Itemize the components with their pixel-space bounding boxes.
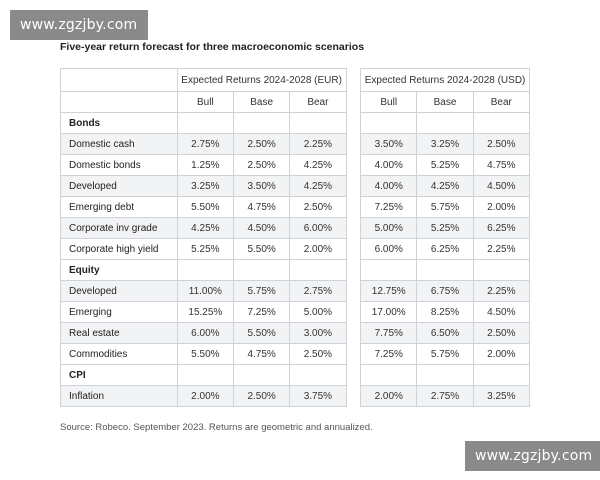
group-header-row [61,69,530,92]
row-label: Domestic bonds [61,155,178,176]
value-cell: 6.25% [473,218,529,239]
column-gap [346,92,361,113]
value-cell: 4.50% [473,302,529,323]
sub-header-eur-bear: Bear [290,92,346,113]
table-row [61,281,530,302]
row-label: Developed [61,176,178,197]
value-cell: 6.75% [417,281,473,302]
value-cell: 2.50% [473,134,529,155]
header-corner-cell [61,92,178,113]
column-gap [346,386,361,407]
column-gap [346,69,361,92]
section-label: Equity [61,260,178,281]
value-cell: 5.25% [177,239,233,260]
column-gap [346,260,361,281]
empty-cell [290,365,346,386]
value-cell: 2.50% [233,134,289,155]
sub-header-eur-base: Base [233,92,289,113]
empty-cell [417,113,473,134]
value-cell: 3.25% [417,134,473,155]
value-cell: 4.75% [233,197,289,218]
empty-cell [177,260,233,281]
column-gap [346,134,361,155]
column-gap [346,155,361,176]
sub-header-usd-bear: Bear [473,92,529,113]
value-cell: 2.50% [473,323,529,344]
empty-cell [177,113,233,134]
sub-header-usd-base: Base [417,92,473,113]
column-gap [346,281,361,302]
value-cell: 7.25% [361,344,417,365]
sub-header-eur-bull: Bull [177,92,233,113]
value-cell: 5.75% [417,344,473,365]
row-label: Commodities [61,344,178,365]
column-gap [346,365,361,386]
value-cell: 4.00% [361,176,417,197]
value-cell: 2.00% [473,344,529,365]
value-cell: 5.25% [417,155,473,176]
table-row [61,323,530,344]
empty-cell [417,365,473,386]
value-cell: 3.25% [473,386,529,407]
value-cell: 3.25% [177,176,233,197]
value-cell: 3.75% [290,386,346,407]
value-cell: 2.75% [177,134,233,155]
column-gap [346,113,361,134]
watermark-bottom: www.zgzjby.com [465,441,600,471]
column-gap [346,239,361,260]
value-cell: 6.25% [417,239,473,260]
forecast-table-container [60,68,530,407]
value-cell: 6.00% [361,239,417,260]
value-cell: 4.25% [290,155,346,176]
section-row [61,260,530,281]
value-cell: 2.25% [473,281,529,302]
table-row [61,155,530,176]
table-row [61,176,530,197]
page-title: Five-year return forecast for three macroeconomic scenarios [60,41,365,53]
empty-cell [473,260,529,281]
empty-cell [361,113,417,134]
value-cell: 4.75% [473,155,529,176]
row-label: Corporate high yield [61,239,178,260]
value-cell: 2.00% [290,239,346,260]
value-cell: 4.25% [177,218,233,239]
usd-group-header: Expected Returns 2024-2028 (USD) [361,69,530,92]
value-cell: 4.00% [361,155,417,176]
value-cell: 3.50% [361,134,417,155]
table-row [61,218,530,239]
table-row [61,197,530,218]
value-cell: 4.50% [473,176,529,197]
column-gap [346,344,361,365]
section-row [61,365,530,386]
value-cell: 2.00% [473,197,529,218]
value-cell: 4.25% [290,176,346,197]
section-label: Bonds [61,113,178,134]
forecast-table [60,68,530,407]
value-cell: 2.00% [177,386,233,407]
column-gap [346,302,361,323]
column-gap [346,323,361,344]
value-cell: 15.25% [177,302,233,323]
row-label: Real estate [61,323,178,344]
column-gap [346,218,361,239]
value-cell: 5.25% [417,218,473,239]
empty-cell [417,260,473,281]
value-cell: 5.50% [233,323,289,344]
empty-cell [290,260,346,281]
row-label: Emerging debt [61,197,178,218]
sub-header-row [61,92,530,113]
header-corner-cell [61,69,178,92]
value-cell: 2.75% [417,386,473,407]
value-cell: 8.25% [417,302,473,323]
table-row [61,239,530,260]
value-cell: 5.50% [177,197,233,218]
column-gap [346,176,361,197]
empty-cell [361,365,417,386]
value-cell: 5.75% [417,197,473,218]
value-cell: 5.50% [177,344,233,365]
value-cell: 2.50% [233,386,289,407]
empty-cell [177,365,233,386]
table-row [61,134,530,155]
value-cell: 2.00% [361,386,417,407]
row-label: Emerging [61,302,178,323]
value-cell: 4.25% [417,176,473,197]
section-label: CPI [61,365,178,386]
row-label: Inflation [61,386,178,407]
row-label: Corporate inv grade [61,218,178,239]
value-cell: 2.50% [233,155,289,176]
value-cell: 2.75% [290,281,346,302]
value-cell: 4.50% [233,218,289,239]
value-cell: 12.75% [361,281,417,302]
value-cell: 11.00% [177,281,233,302]
value-cell: 6.50% [417,323,473,344]
value-cell: 4.75% [233,344,289,365]
value-cell: 7.75% [361,323,417,344]
value-cell: 5.00% [361,218,417,239]
value-cell: 3.00% [290,323,346,344]
value-cell: 5.00% [290,302,346,323]
value-cell: 3.50% [233,176,289,197]
value-cell: 2.25% [473,239,529,260]
value-cell: 7.25% [361,197,417,218]
value-cell: 2.25% [290,134,346,155]
sub-header-usd-bull: Bull [361,92,417,113]
section-row [61,113,530,134]
value-cell: 2.50% [290,197,346,218]
empty-cell [473,365,529,386]
value-cell: 1.25% [177,155,233,176]
value-cell: 2.50% [290,344,346,365]
value-cell: 7.25% [233,302,289,323]
watermark-top: www.zgzjby.com [10,10,148,40]
table-row [61,386,530,407]
empty-cell [361,260,417,281]
eur-group-header: Expected Returns 2024-2028 (EUR) [177,69,346,92]
empty-cell [233,260,289,281]
empty-cell [233,113,289,134]
row-label: Developed [61,281,178,302]
empty-cell [473,113,529,134]
table-row [61,344,530,365]
value-cell: 5.50% [233,239,289,260]
value-cell: 5.75% [233,281,289,302]
source-note: Source: Robeco. September 2023. Returns are geometric and annualized. [60,422,373,433]
value-cell: 6.00% [177,323,233,344]
value-cell: 17.00% [361,302,417,323]
empty-cell [290,113,346,134]
table-row [61,302,530,323]
row-label: Domestic cash [61,134,178,155]
column-gap [346,197,361,218]
value-cell: 6.00% [290,218,346,239]
empty-cell [233,365,289,386]
